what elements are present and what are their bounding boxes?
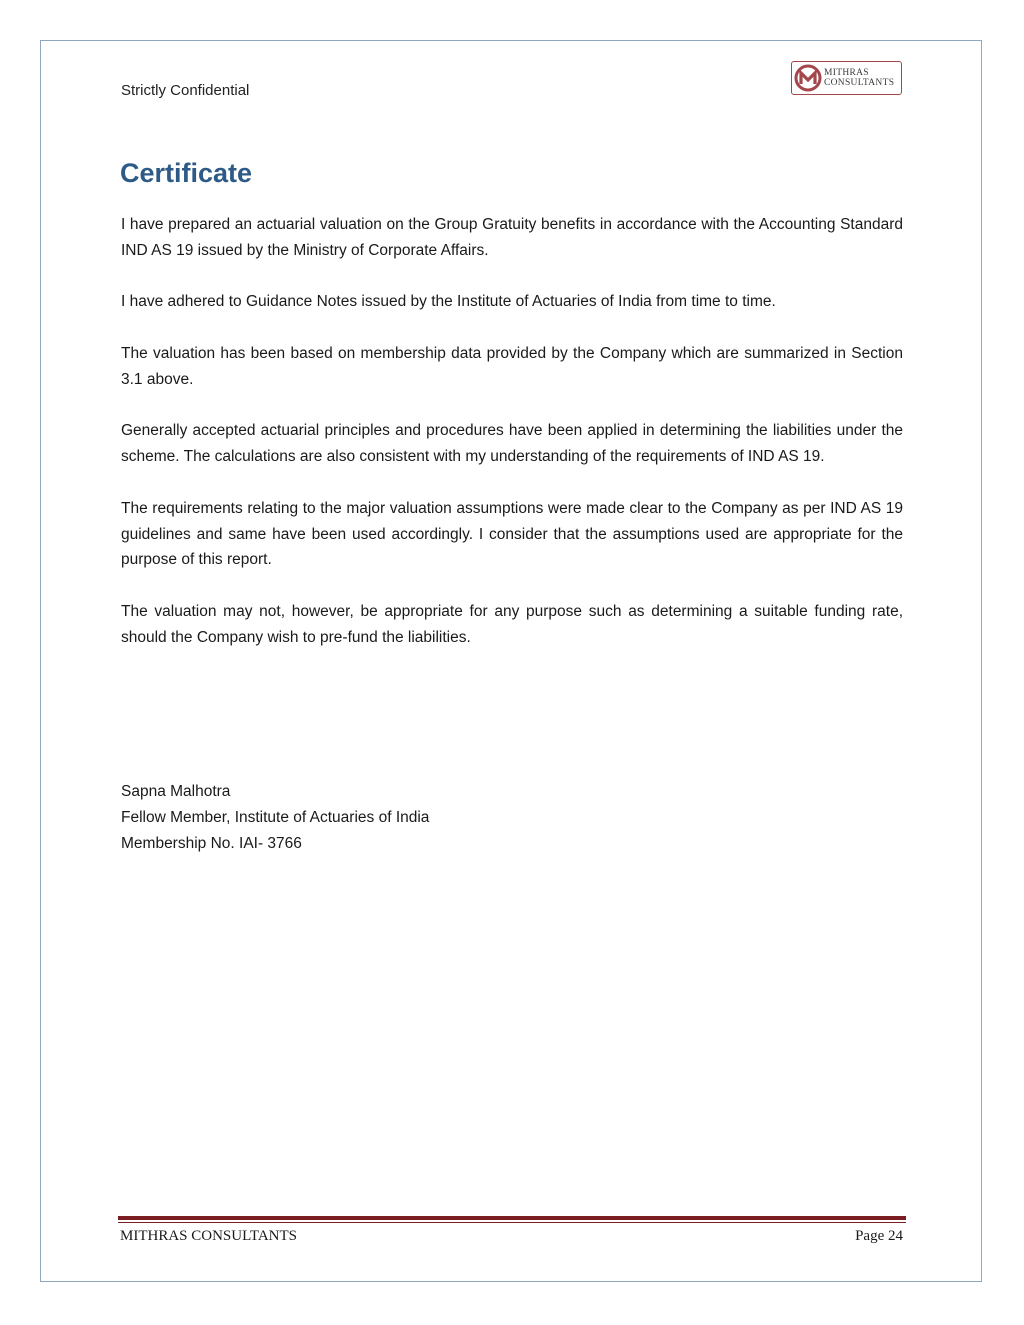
- paragraph: The valuation may not, however, be appropriate for any purpose such as determining a suitable funding rate, should the Company wish to pre-fund the liabilities.: [121, 602, 903, 646]
- footer-rule-thin: [118, 1222, 906, 1223]
- paragraph: I have adhered to Guidance Notes issued by the Institute of Actuaries of India from time to time.: [121, 293, 776, 311]
- paragraph: The requirements relating to the major valuation assumptions were made clear to the Company as per IND AS 19 guidelines and same have been used accordingly. I consider that the assumptions used are appropriate for the purpose of this report.: [121, 499, 903, 569]
- footer-company: MITHRAS CONSULTANTS: [120, 1228, 298, 1244]
- company-logo: [791, 61, 902, 95]
- page-title: Certificate: [120, 158, 253, 188]
- signature-block: [121, 779, 429, 857]
- signatory-name: Sapna Malhotra: [121, 783, 231, 800]
- confidential-label: Strictly Confidential: [121, 82, 250, 99]
- certificate-body: [121, 212, 903, 676]
- paragraph: Generally accepted actuarial principles and procedures have been applied in determining the liabilities under the scheme. The calculations are also consistent with my understanding of the requirements of IND AS 19.: [121, 422, 903, 466]
- logo-line-2: CONSULTANTS: [824, 78, 895, 88]
- page-number: Page 24: [855, 1228, 903, 1244]
- footer-rule: [118, 1216, 906, 1220]
- paragraph: The valuation has been based on membership data provided by the Company which are summarized in Section 3.1 above.: [121, 344, 903, 388]
- paragraph: I have prepared an actuarial valuation on the Group Gratuity benefits in accordance with the Accounting Standard IND AS 19 issued by the Ministry of Corporate Affairs.: [121, 216, 903, 259]
- logo-line-1: MITHRAS: [824, 68, 869, 78]
- logo-wordmark: [824, 68, 894, 88]
- membership-number: Membership No. IAI- 3766: [121, 835, 302, 852]
- signatory-designation: Fellow Member, Institute of Actuaries of India: [121, 809, 430, 826]
- mithras-logo-icon: [794, 64, 822, 92]
